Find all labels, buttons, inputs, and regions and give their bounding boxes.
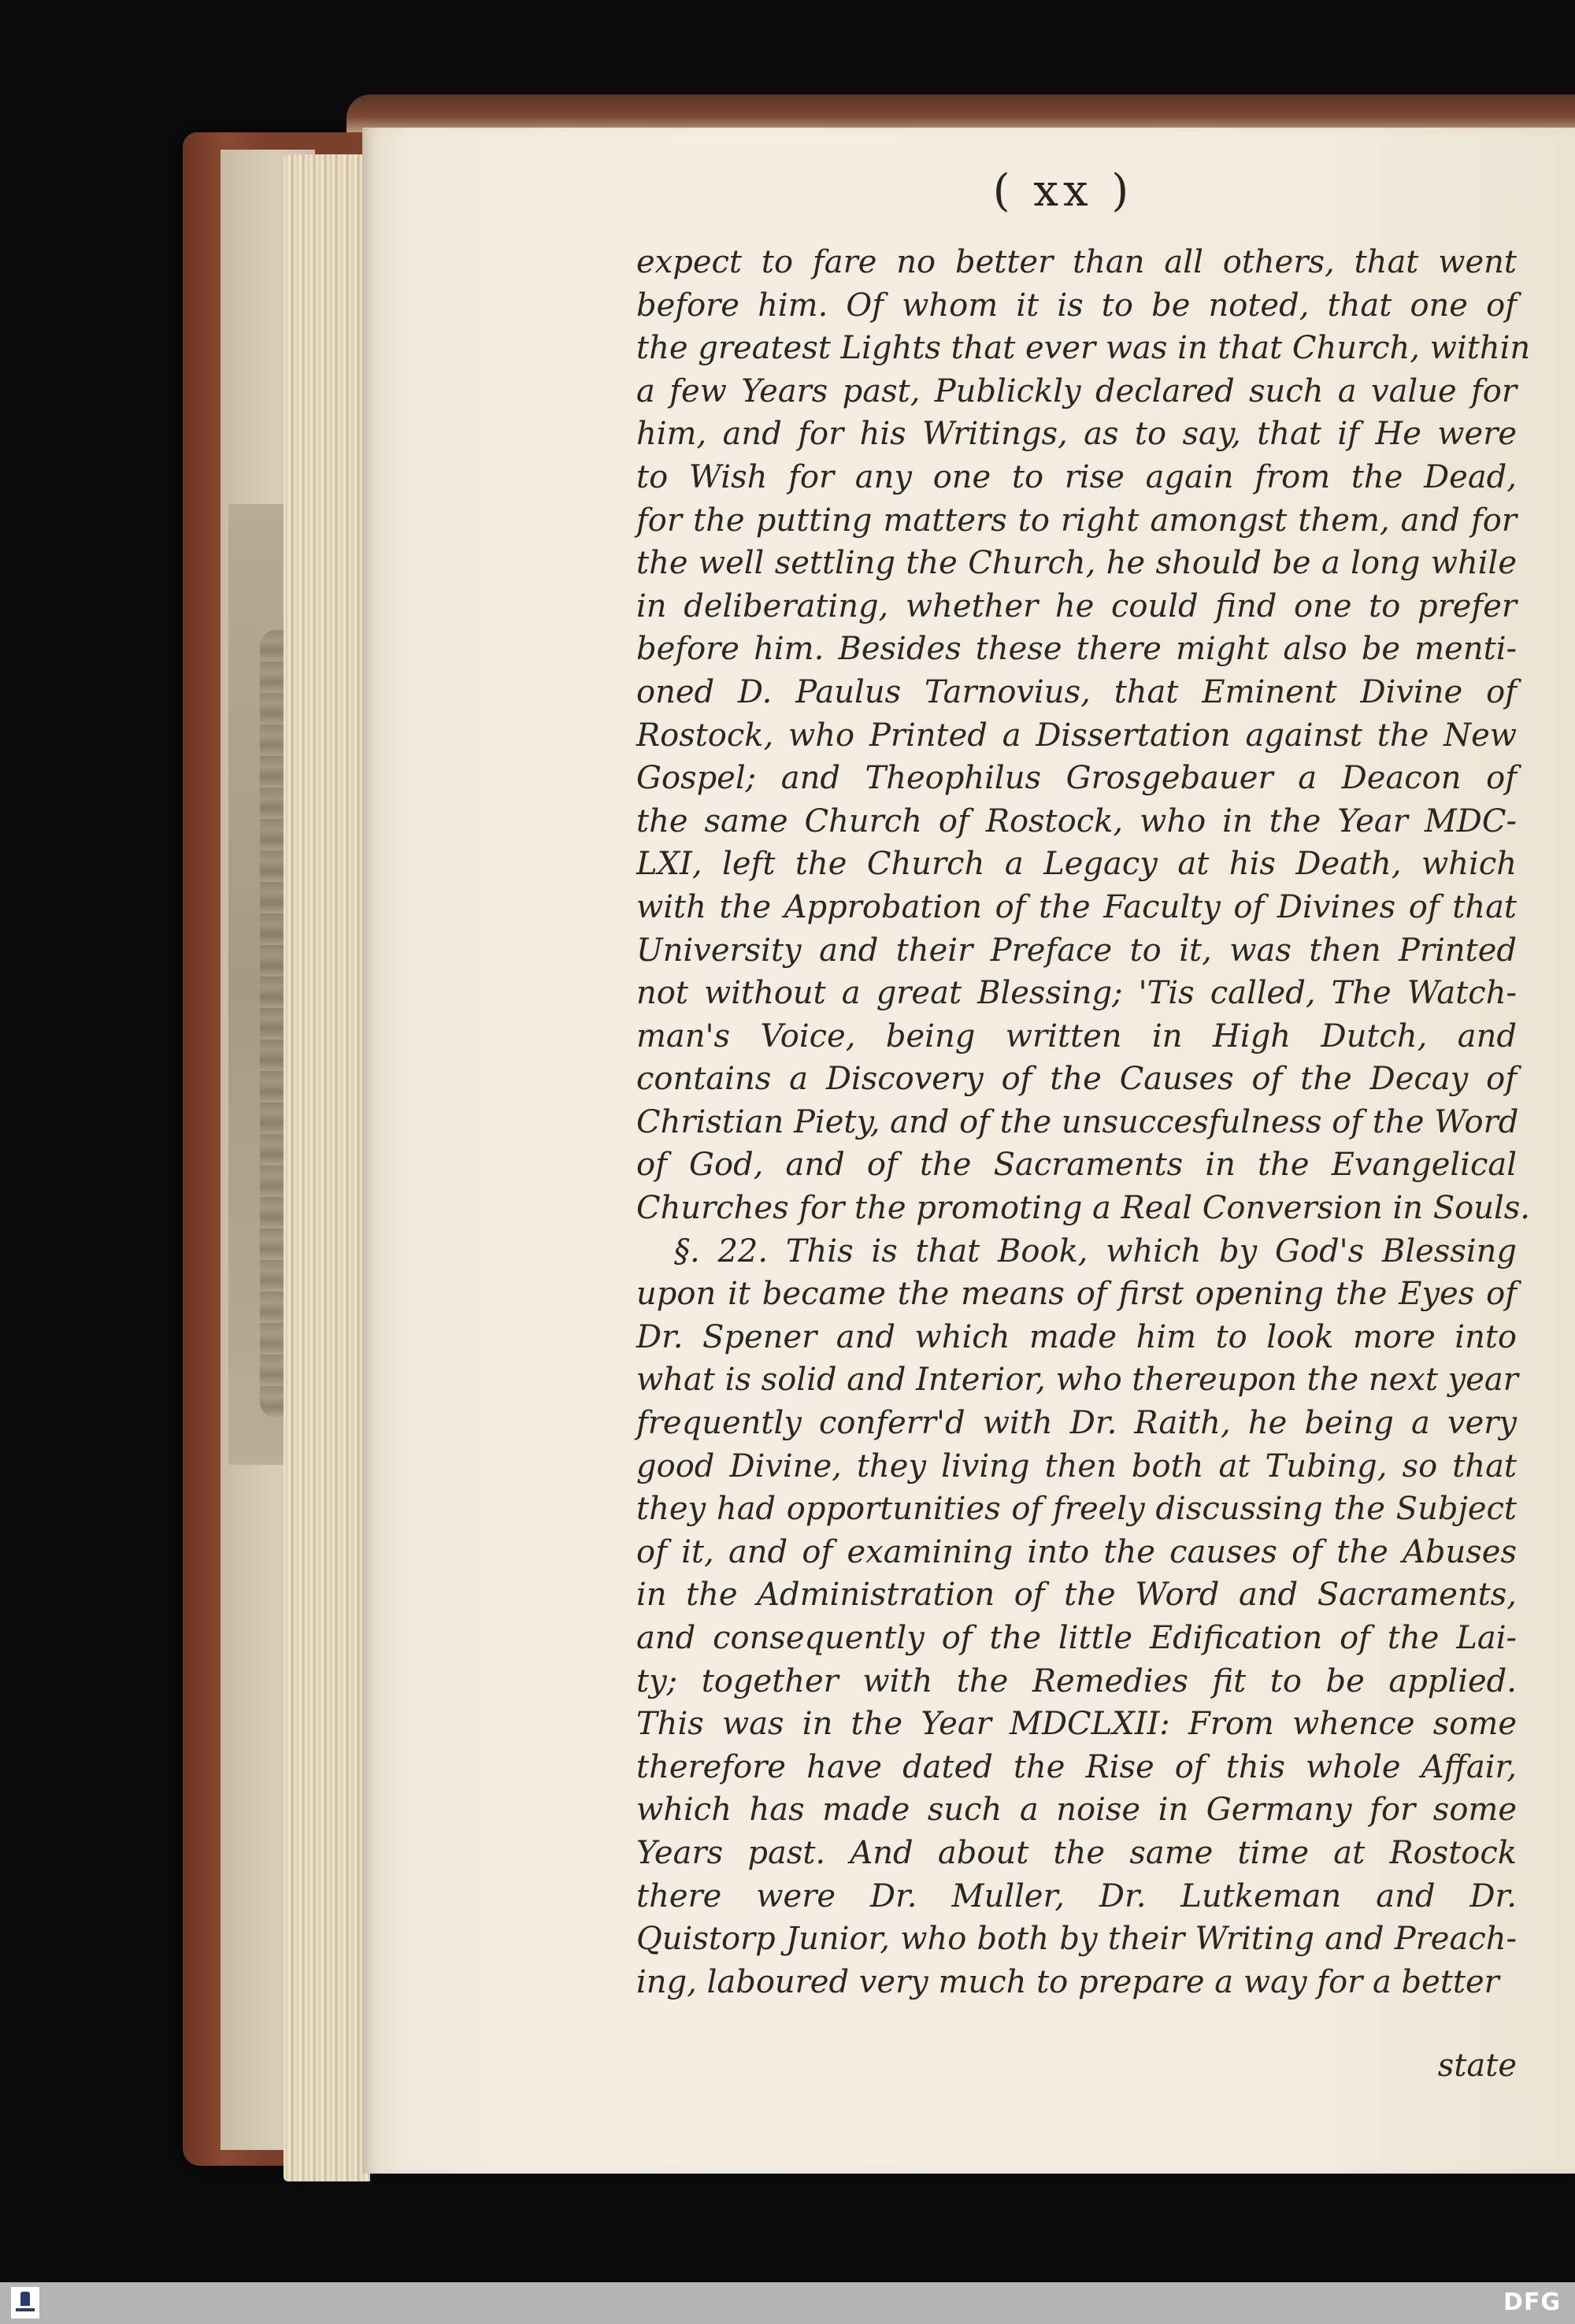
text-line: there were Dr. Muller, Dr. Lutkeman and Dr. <box>636 1877 1517 1914</box>
page-number: ( xx ) <box>992 165 1134 217</box>
text-line: what is solid and Interior, who thereupon the next year <box>636 1362 1518 1399</box>
text-line: to Wish for any one to rise again from the Dead, <box>636 458 1517 495</box>
page-text <box>636 241 1531 2003</box>
text-line: for the putting matters to right amongst them, and for <box>636 502 1517 539</box>
text-line: in deliberating, whether he could find one to prefer <box>636 587 1517 625</box>
text-line: him, and for his Writings, as to say, that if He were <box>636 416 1517 453</box>
book-top-edge <box>346 95 1575 132</box>
catchword: state <box>1437 2048 1517 2084</box>
text-line: contains a Discovery of the Causes of the Decay of <box>636 1061 1517 1098</box>
text-line: of God, and of the Sacraments in the Evangelical <box>636 1147 1517 1184</box>
text-line: and consequently of the little Edification of the Lai- <box>636 1620 1517 1656</box>
text-line: Rostock, who Printed a Dissertation against the New <box>636 717 1517 754</box>
text-line: which has made such a noise in Germany for some <box>636 1792 1517 1829</box>
text-line: Quistorp Junior, who both by their Writing and Preach- <box>636 1921 1517 1958</box>
library-logo-icon[interactable] <box>11 2287 39 2318</box>
text-line: Churches for the promoting a Real Conversion in Souls. <box>636 1190 1531 1227</box>
text-line: ing, laboured very much to prepare a way for a better <box>636 1963 1499 2000</box>
text-line: Gospel; and Theophilus Grosgebauer a Deacon of <box>636 760 1517 797</box>
text-line: Dr. Spener and which made him to look more into <box>636 1318 1517 1355</box>
text-line: oned D. Paulus Tarnovius, that Eminent Divine of <box>636 673 1517 710</box>
text-line: Christian Piety, and of the unsuccesfulness of the Word <box>636 1103 1519 1140</box>
text-line: before him. Besides these there might also be menti- <box>636 631 1517 668</box>
text-line: the well settling the Church, he should be a long while <box>636 545 1517 582</box>
text-line: LXI, left the Church a Legacy at his Death, which <box>636 846 1517 883</box>
text-line: man's Voice, being written in High Dutch, and <box>636 1017 1517 1055</box>
text-line: therefore have dated the Rise of this whole Affair, <box>636 1748 1517 1785</box>
text-line: Years past. And about the same time at Rostock <box>636 1834 1517 1871</box>
text-line: expect to fare no better than all others, that went <box>636 244 1517 280</box>
viewer-footer-bar <box>0 2282 1575 2324</box>
text-line: §. 22. This is that Book, which by God's Blessing <box>674 1232 1517 1269</box>
text-line: in the Administration of the Word and Sacraments, <box>636 1577 1517 1614</box>
text-line: they had opportunities of freely discussing the Subject <box>636 1491 1517 1528</box>
text-line: a few Years past, Publickly declared such a value for <box>636 373 1517 410</box>
text-line: This was in the Year MDCLXII: From whence some <box>636 1706 1517 1743</box>
text-line: frequently conferr'd with Dr. Raith, he being a very <box>636 1405 1517 1442</box>
text-line: University and their Preface to it, was then Printed <box>636 932 1517 969</box>
text-line: with the Approbation of the Faculty of Divines of that <box>636 888 1517 925</box>
text-line: the greatest Lights that ever was in that Church, within <box>636 330 1531 367</box>
footer-brand[interactable]: DFG <box>1503 2289 1561 2316</box>
text-line: not without a great Blessing; 'Tis called, The Watch- <box>636 975 1517 1012</box>
text-line: the same Church of Rostock, who in the Year MDC- <box>636 802 1517 840</box>
text-line: ty; together with the Remedies fit to be applied. <box>636 1662 1517 1699</box>
text-line: before him. Of whom it is to be noted, that one of <box>636 287 1517 324</box>
text-line: of it, and of examining into the causes of the Abuses <box>636 1533 1517 1570</box>
text-line: upon it became the means of first opening the Eyes of <box>636 1276 1517 1313</box>
text-line: good Divine, they living then both at Tubing, so that <box>636 1447 1517 1484</box>
page-edges <box>284 154 370 2181</box>
